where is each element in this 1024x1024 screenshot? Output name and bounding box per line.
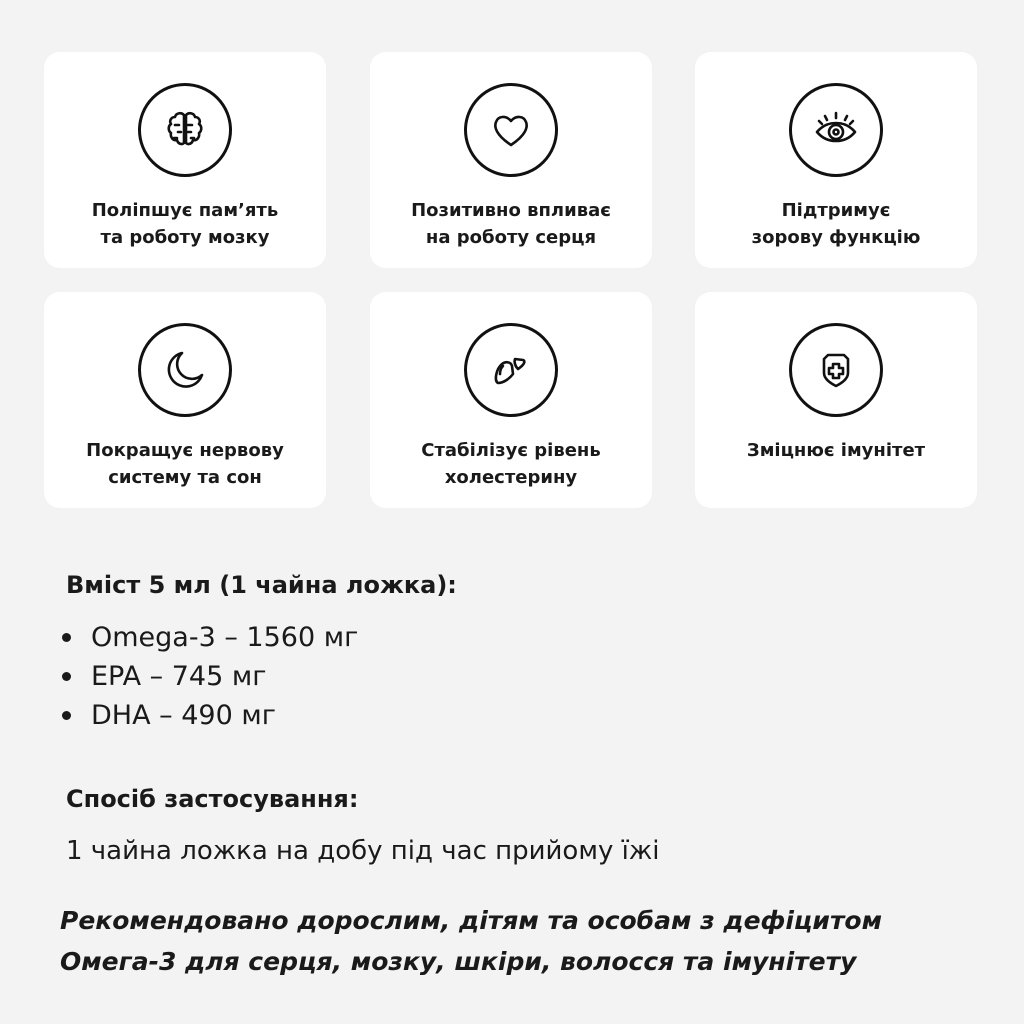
benefit-label: Поліпшує пам’ять та роботу мозку [91, 200, 279, 248]
brain-icon [138, 83, 232, 177]
bullet-icon [62, 711, 71, 720]
content-heading: Вміст 5 мл (1 чайна ложка): [66, 571, 457, 599]
benefit-label: Позитивно впливає на роботу серця [411, 200, 611, 248]
usage-heading: Спосіб застосування: [66, 785, 359, 813]
benefit-label: Підтримує зорову функцію [751, 200, 921, 248]
benefit-card-vision [695, 52, 977, 268]
bullet-icon [62, 633, 71, 642]
shield-plus-icon [789, 323, 883, 417]
liver-icon [464, 323, 558, 417]
benefit-label: Покращує нервову систему та сон [86, 440, 284, 488]
benefit-label: Стабілізує рівень холестерину [421, 440, 601, 488]
usage-text: 1 чайна ложка на добу під час прийому їжі [66, 836, 660, 866]
recommendation-note: Рекомендовано дорослим, дітям та особам з дефіцитом Омега-3 для серця, мозку, шкіри, волосся та імунітету [60, 906, 883, 976]
list-item: DHA – 490 мг [62, 700, 276, 731]
benefit-card-cholesterol [370, 292, 652, 508]
moon-icon [138, 323, 232, 417]
list-item: EPA – 745 мг [62, 661, 266, 692]
heart-icon [464, 83, 558, 177]
benefit-card-memory [44, 52, 326, 268]
benefit-card-heart [370, 52, 652, 268]
list-item: Omega-3 – 1560 мг [62, 622, 358, 653]
benefit-label: Зміцнює імунітет [746, 440, 926, 461]
eye-icon [789, 83, 883, 177]
bullet-icon [62, 672, 71, 681]
benefit-card-immunity [695, 292, 977, 508]
benefit-card-sleep [44, 292, 326, 508]
